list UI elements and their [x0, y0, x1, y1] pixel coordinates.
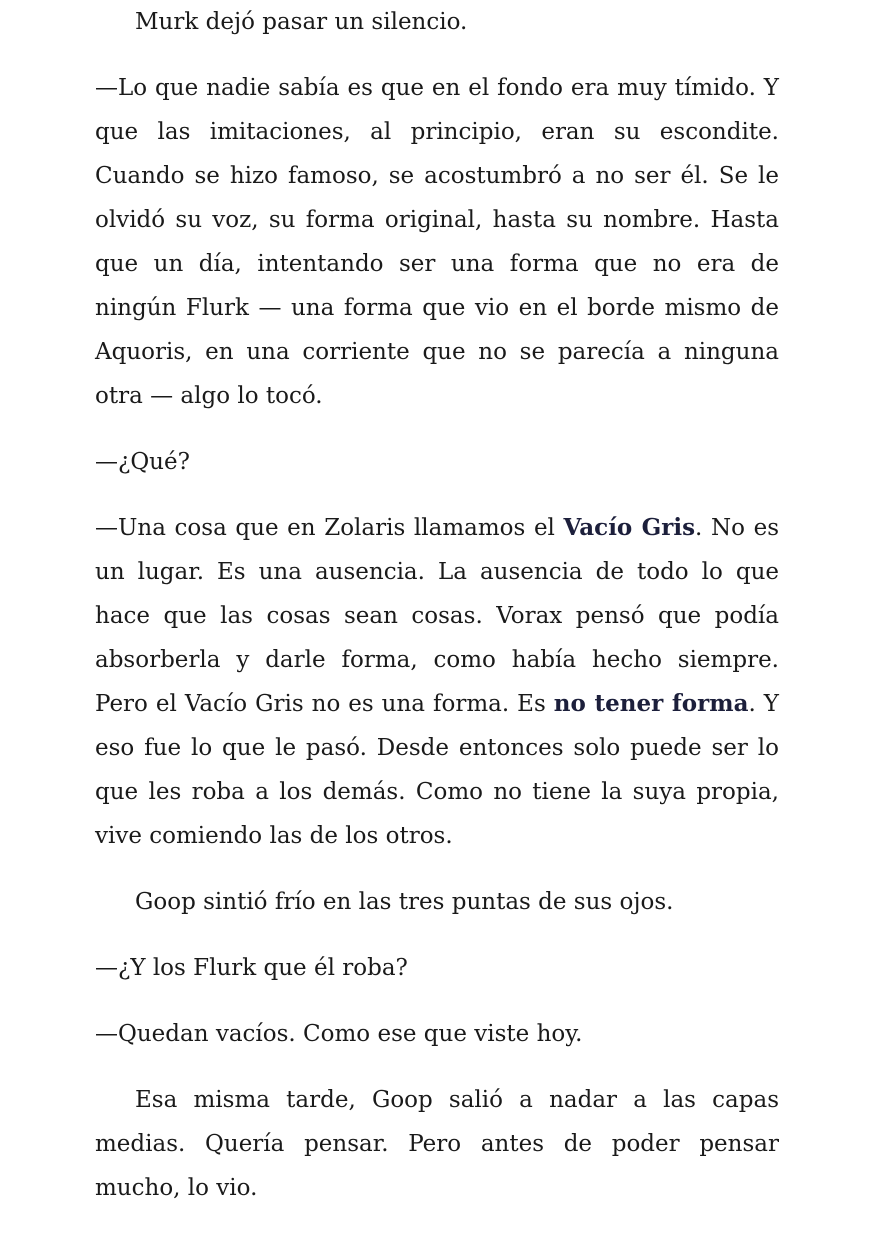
paragraph-timid-story: —Lo que nadie sabía es que en el fondo era muy tímido. Y que las imitaciones, al principio, eran su escondite. Cuando se hizo famoso, se acostumbró a no ser él. Se le olvidó su voz, su forma original, hasta su nombre. Hasta que un día, intentando ser una forma que no era de ningún Flurk — una forma que vio en el borde mismo de Aquoris, en una corriente que no se parecía a ninguna otra — algo lo tocó.	[95, 75, 779, 409]
bold-term-no-tener-forma: no tener forma	[553, 690, 749, 717]
paragraph-quedan-vacios: —Quedan vacíos. Como ese que viste hoy.	[95, 1021, 583, 1047]
paragraph-goop-swim: Esa misma tarde, Goop salió a nadar a las capas medias. Quería pensar. Pero antes de poder pensar mucho, lo vio.	[95, 1087, 779, 1201]
document-page	[95, 0, 779, 1232]
text-segment: . No es un lugar. Es una ausencia. La ausencia de todo lo que hace que las cosas sean cosas. Vorax pensó que podía absorberla y darle forma, como había hecho siempre. Pero el Vacío Gris no es una forma. Es	[95, 515, 779, 717]
paragraph-goop-cold: Goop sintió frío en las tres puntas de sus ojos.	[135, 889, 674, 915]
text-segment: —Una cosa que en Zolaris llamamos el	[95, 515, 564, 541]
bold-term-vacio-gris: Vacío Gris	[563, 514, 696, 541]
paragraph-murk-silence: Murk dejó pasar un silencio.	[135, 9, 468, 35]
text-segment: . Y eso fue lo que le pasó. Desde entonces solo puede ser lo que les roba a los demás. Como no tiene la suya propia, vive comiendo las de los otros.	[95, 691, 779, 849]
paragraph-flurk-question: —¿Y los Flurk que él roba?	[95, 955, 408, 981]
paragraph-vacio-gris	[95, 506, 779, 858]
paragraph-que: —¿Qué?	[95, 449, 190, 475]
